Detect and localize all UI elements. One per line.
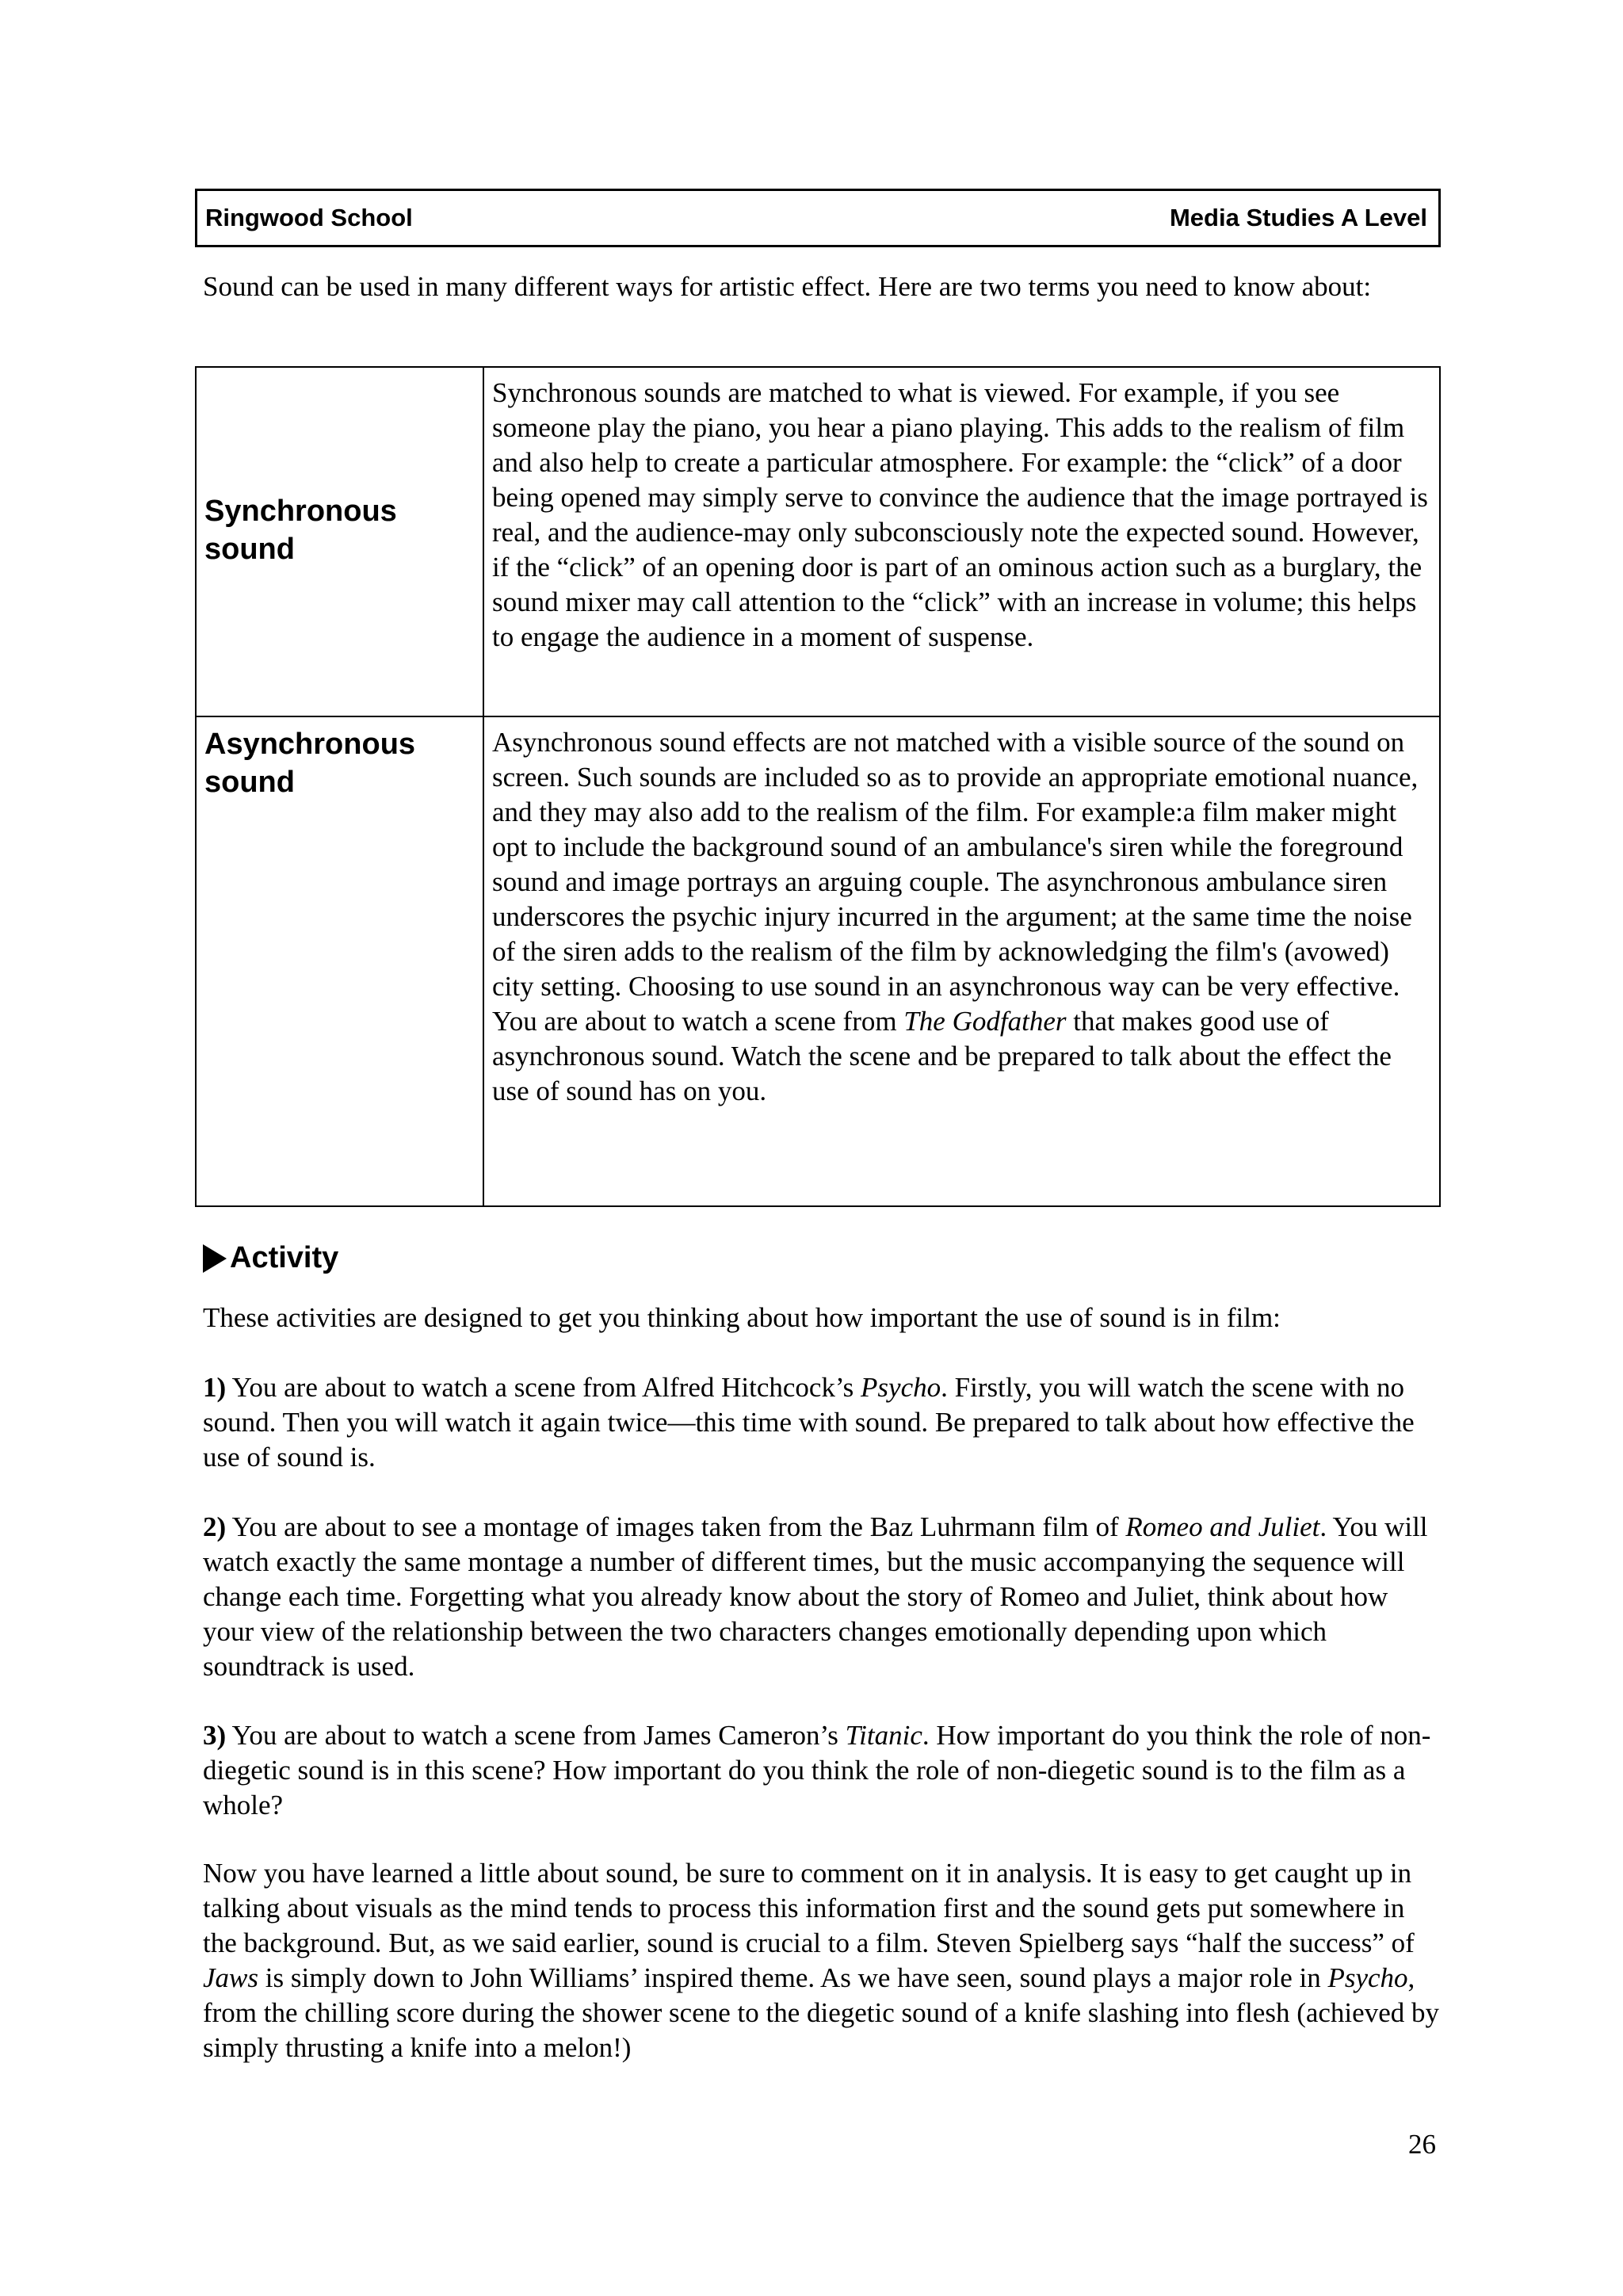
activity-intro: These activities are designed to get you thinking about how important the use of sound is in film: — [203, 1302, 1281, 1333]
item-number: 2) — [203, 1511, 227, 1542]
conclusion-text: is simply down to John Williams’ inspired theme. As we have seen, sound plays a major role in — [258, 1962, 1328, 1993]
play-triangle-icon — [203, 1244, 227, 1273]
definition-text: that makes good use of asynchronous sound. Watch the scene and be prepared to talk about the effect the use of sound has on you. — [492, 1006, 1392, 1106]
definition-synchronous: Synchronous sounds are matched to what is viewed. For example, if you see someone play the piano, you hear a piano playing. This adds to the realism of film and also help to create a particular atmosphere. For example: the “click” of a door being opened may simply serve to convince the audience that the image portrayed is real, and the audience-may only subconsciously note the expected sound. However, if the “click” of an opening door is part of an ominous action such as a burglary, the sound mixer may call attention to the “click” with an increase in volume; this helps to engage the audience in a moment of suspense. — [483, 367, 1440, 716]
activity-heading — [203, 1241, 338, 1275]
page-number: 26 — [1408, 2129, 1436, 2160]
item-text: You are about to watch a scene from Alfred Hitchcock’s — [226, 1372, 861, 1403]
intro-text: Sound can be used in many different ways for artistic effect. Here are two terms you need to know about: — [203, 271, 1372, 302]
page-header — [195, 189, 1441, 247]
term-asynchronous: Asynchronous sound — [196, 716, 483, 1206]
table-row — [196, 367, 1440, 716]
activity-item-1 — [203, 1370, 1439, 1475]
item-number: 3) — [203, 1720, 227, 1751]
conclusion-text: Now you have learned a little about sound, be sure to comment on it in analysis. It is easy to get caught up in talking about visuals as the mind tends to process this information first and the sound gets put somewhere in the background. But, as we said earlier, sound is crucial to a film. Steven Spielberg says “half the success” of — [203, 1858, 1415, 1958]
film-title: Jaws — [203, 1962, 258, 1993]
activity-item-2 — [203, 1510, 1439, 1684]
film-title: Romeo and Juliet — [1125, 1511, 1320, 1542]
film-title: The Godfather — [903, 1006, 1067, 1037]
item-text: . Firstly, you will watch the scene with no sound. Then you will watch it again twice—this time with sound. Be prepared to talk about how effective the use of sound is. — [203, 1372, 1415, 1473]
conclusion-paragraph — [203, 1856, 1439, 2065]
item-text: . You will watch exactly the same montage a number of different times, but the music accompanying the sequence will change each time. Forgetting what you already know about the story of Romeo and Juliet, think about how your view of the relationship between the two characters changes emotionally depending upon which soundtrack is used. — [203, 1511, 1428, 1682]
activity-item-3 — [203, 1718, 1439, 1823]
course-name: Media Studies A Level — [1169, 204, 1427, 231]
item-number: 1) — [203, 1372, 227, 1403]
item-text: You are about to watch a scene from James Cameron’s — [226, 1720, 846, 1751]
definition-asynchronous — [483, 716, 1440, 1206]
activity-heading-label: Activity — [230, 1241, 339, 1274]
film-title: Psycho — [1327, 1962, 1408, 1993]
film-title: Titanic — [845, 1720, 922, 1751]
film-title: Psycho — [861, 1372, 941, 1403]
definition-text: Asynchronous sound effects are not matched with a visible source of the sound on screen. Such sounds are included so as to provide an appropriate emotional nuance, and they may also add to the realism of the film. For example:a film maker might opt to include the background sound of an ambulance's siren while the foreground sound and image portrays an arguing couple. The asynchronous ambulance siren underscores the psychic injury incurred in the argument; at the same time the noise of the siren adds to the realism of the film by acknowledging the film's (avowed) city setting. Choosing to use sound in an asynchronous way can be very effective. You are about to watch a scene from — [492, 727, 1419, 1037]
item-text: . How important do you think the role of non-diegetic sound is in this scene? How important do you think the role of non-diegetic sound is to the film as a whole? — [203, 1720, 1431, 1820]
table-row — [196, 716, 1440, 1206]
item-text: You are about to see a montage of images taken from the Baz Luhrmann film of — [226, 1511, 1126, 1542]
term-synchronous: Synchronous sound — [196, 367, 483, 716]
sound-terms-table — [195, 366, 1441, 1207]
conclusion-text: , from the chilling score during the shower scene to the diegetic sound of a knife slashing into flesh (achieved by simply thrusting a knife into a melon!) — [203, 1962, 1439, 2063]
school-name: Ringwood School — [205, 204, 413, 231]
